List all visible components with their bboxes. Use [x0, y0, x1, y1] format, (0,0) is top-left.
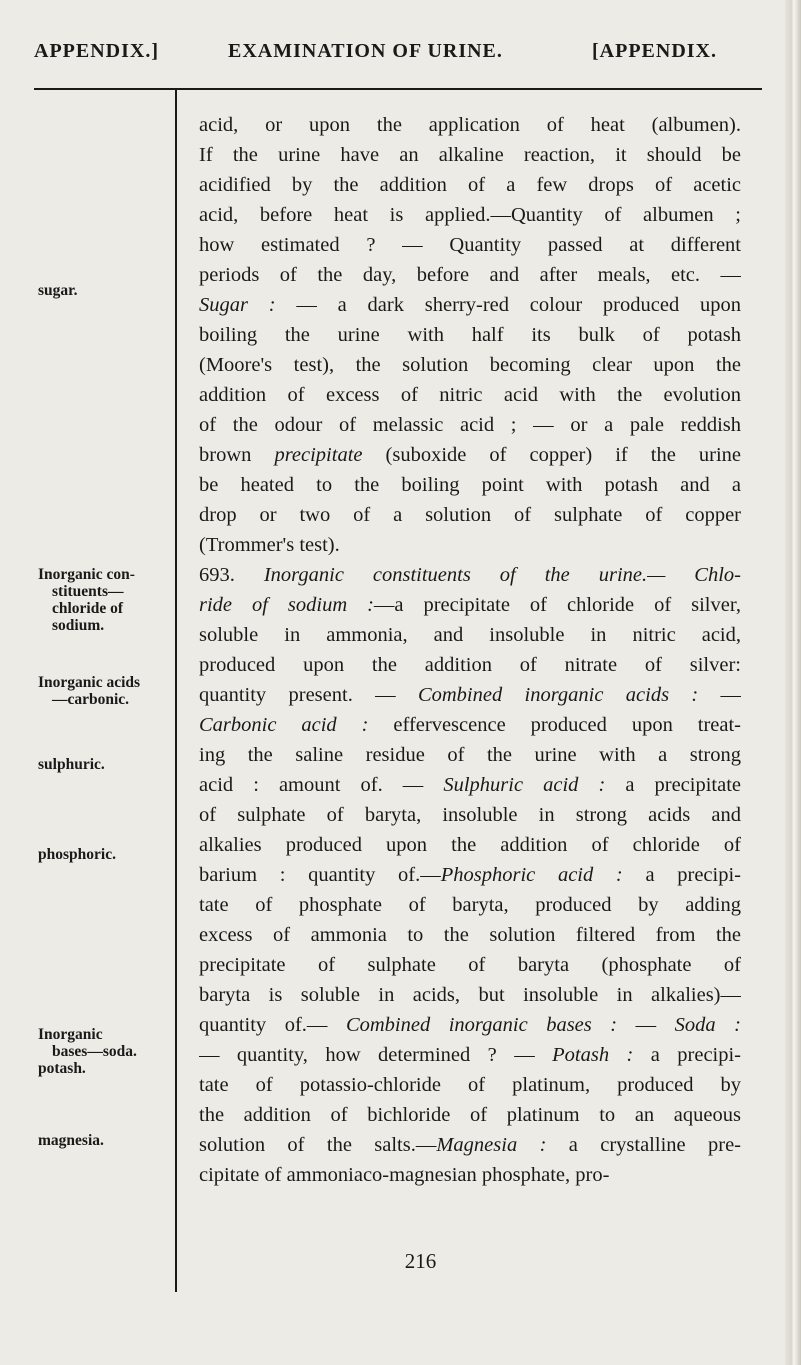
text-line	[199, 200, 741, 230]
text-run: how estimated ? — Quantity passed at different	[199, 234, 741, 256]
text-run: If the urine have an alkaline reaction, it should be	[199, 144, 741, 166]
running-header	[34, 40, 762, 74]
text-line	[199, 1010, 741, 1040]
text-run: a precipi-	[633, 1044, 741, 1066]
text-line	[199, 590, 741, 620]
page-number-row	[0, 1249, 801, 1274]
italic-run: Inorganic constituents of the urine.— Chlo-	[263, 564, 741, 586]
margin-note-inorganic-acids	[38, 674, 178, 708]
italic-run: Potash :	[552, 1044, 634, 1066]
text-run: soluble in ammonia, and insoluble in nitric acid,	[199, 624, 741, 646]
text-line	[199, 410, 741, 440]
margin-note-line: —carbonic.	[52, 691, 130, 708]
text-run: —	[617, 1014, 675, 1036]
text-line	[199, 920, 741, 950]
text-run: a crystalline pre-	[546, 1134, 741, 1156]
text-line	[199, 320, 741, 350]
page-edge	[785, 0, 801, 1365]
margin-note-magnesia	[38, 1132, 178, 1149]
margin-note-line: sugar.	[38, 282, 78, 299]
text-line	[199, 1100, 741, 1130]
margin-note-line: Inorganic con-	[38, 566, 135, 583]
margin-note-line: Inorganic	[38, 1026, 103, 1043]
text-run: —	[698, 684, 741, 706]
text-line	[199, 560, 741, 590]
margin-note-inorganic-bases	[38, 1026, 178, 1077]
text-run: tate of phosphate of baryta, produced by adding	[199, 894, 741, 916]
text-run: baryta is soluble in acids, but insoluble in alkalies)—	[199, 984, 741, 1006]
margin-note-line: bases—soda.	[52, 1043, 137, 1060]
text-run: barium : quantity of.—	[199, 864, 441, 886]
text-run: a precipitate	[605, 774, 741, 796]
text-run: precipitate of sulphate of baryta (phosphate of	[199, 954, 741, 976]
text-run: tate of potassio-chloride of platinum, produced by	[199, 1074, 741, 1096]
italic-run: Combined inorganic bases :	[345, 1014, 618, 1036]
text-run: acidified by the addition of a few drops of acetic	[199, 174, 741, 196]
margin-note-line: Inorganic acids	[38, 674, 141, 691]
text-line	[199, 950, 741, 980]
text-run: a precipi-	[622, 864, 741, 886]
text-run: solution of the salts.—	[199, 1134, 437, 1156]
header-rule	[34, 88, 762, 90]
text-line	[199, 1070, 741, 1100]
text-line	[199, 650, 741, 680]
italic-run: Sugar :	[199, 294, 276, 316]
margin-note-line: magnesia.	[38, 1132, 104, 1149]
text-run: (Moore's test), the solution becoming clear upon the	[199, 354, 741, 376]
text-line	[199, 170, 741, 200]
page-number: 216	[404, 1249, 437, 1273]
text-run: — a dark sherry-red colour produced upon	[275, 294, 741, 316]
text-line	[199, 890, 741, 920]
text-line	[199, 110, 741, 140]
text-run: quantity present. —	[199, 684, 418, 706]
text-run: ing the saline residue of the urine with a strong	[199, 744, 741, 766]
italic-run: ride of sodium :	[199, 594, 374, 616]
margin-note-line: phosphoric.	[38, 846, 116, 863]
text-line	[199, 530, 741, 560]
text-run: cipitate of ammoniaco-magnesian phosphate, pro-	[199, 1164, 610, 1186]
margin-note-line: sodium.	[52, 617, 105, 634]
text-run: of the odour of melassic acid ; — or a pale reddish	[199, 414, 741, 436]
text-run: acid : amount of. —	[199, 774, 444, 796]
text-run: effervescence produced upon treat-	[368, 714, 741, 736]
text-run: be heated to the boiling point with potash and a	[199, 474, 741, 496]
text-line	[199, 380, 741, 410]
text-run: produced upon the addition of nitrate of silver:	[199, 654, 741, 676]
text-line	[199, 140, 741, 170]
header-right: [APPENDIX.	[592, 40, 717, 62]
text-run: drop or two of a solution of sulphate of copper	[199, 504, 741, 526]
text-line	[199, 500, 741, 530]
text-run: excess of ammonia to the solution filtered from the	[199, 924, 741, 946]
text-run: acid, or upon the application of heat (albumen).	[199, 114, 741, 136]
italic-run: Soda :	[674, 1014, 741, 1036]
text-line	[199, 800, 741, 830]
text-line	[199, 680, 741, 710]
text-run: (Trommer's test).	[199, 534, 340, 556]
text-run: boiling the urine with half its bulk of potash	[199, 324, 741, 346]
text-run: brown	[199, 444, 275, 466]
margin-note-phosphoric	[38, 846, 178, 863]
margin-note-sugar	[38, 282, 178, 299]
margin-note-line: chloride of	[52, 600, 124, 617]
body-text	[199, 110, 741, 1190]
text-line	[199, 620, 741, 650]
text-line	[199, 230, 741, 260]
margin-note-line: stituents—	[52, 583, 124, 600]
text-line	[199, 1130, 741, 1160]
text-line	[199, 830, 741, 860]
text-line	[199, 1040, 741, 1070]
text-run: (suboxide of copper) if the urine	[362, 444, 741, 466]
header-left: APPENDIX.]	[34, 40, 159, 62]
italic-run: precipitate	[274, 444, 363, 466]
text-line	[199, 860, 741, 890]
text-run: periods of the day, before and after meals, etc. —	[199, 264, 741, 286]
italic-run: Sulphuric acid :	[443, 774, 606, 796]
margin-note-inorganic-constituents	[38, 566, 178, 634]
header-title: EXAMINATION OF URINE.	[228, 40, 503, 62]
italic-run: Carbonic acid :	[199, 714, 369, 736]
margin-note-sulphuric	[38, 756, 178, 773]
italic-run: Combined inorganic acids :	[417, 684, 699, 706]
text-line	[199, 1160, 741, 1190]
italic-run: Phosphoric acid :	[440, 864, 623, 886]
text-run: 693.	[199, 564, 264, 586]
text-run: of sulphate of baryta, insoluble in strong acids and	[199, 804, 741, 826]
text-line	[199, 440, 741, 470]
text-line	[199, 980, 741, 1010]
text-run: acid, before heat is applied.—Quantity of albumen ;	[199, 204, 741, 226]
text-run: — quantity, how determined ? —	[199, 1044, 553, 1066]
text-line	[199, 740, 741, 770]
text-line	[199, 260, 741, 290]
text-run: addition of excess of nitric acid with the evolution	[199, 384, 741, 406]
text-line	[199, 290, 741, 320]
text-line	[199, 470, 741, 500]
text-line	[199, 770, 741, 800]
italic-run: Magnesia :	[436, 1134, 547, 1156]
text-run: quantity of.—	[199, 1014, 346, 1036]
text-run: —a precipitate of chloride of silver,	[373, 594, 741, 616]
margin-note-line: potash.	[38, 1060, 86, 1077]
margin-note-line: sulphuric.	[38, 756, 105, 773]
text-line	[199, 350, 741, 380]
text-run: alkalies produced upon the addition of chloride of	[199, 834, 741, 856]
text-line	[199, 710, 741, 740]
text-run: the addition of bichloride of platinum to an aqueous	[199, 1104, 741, 1126]
